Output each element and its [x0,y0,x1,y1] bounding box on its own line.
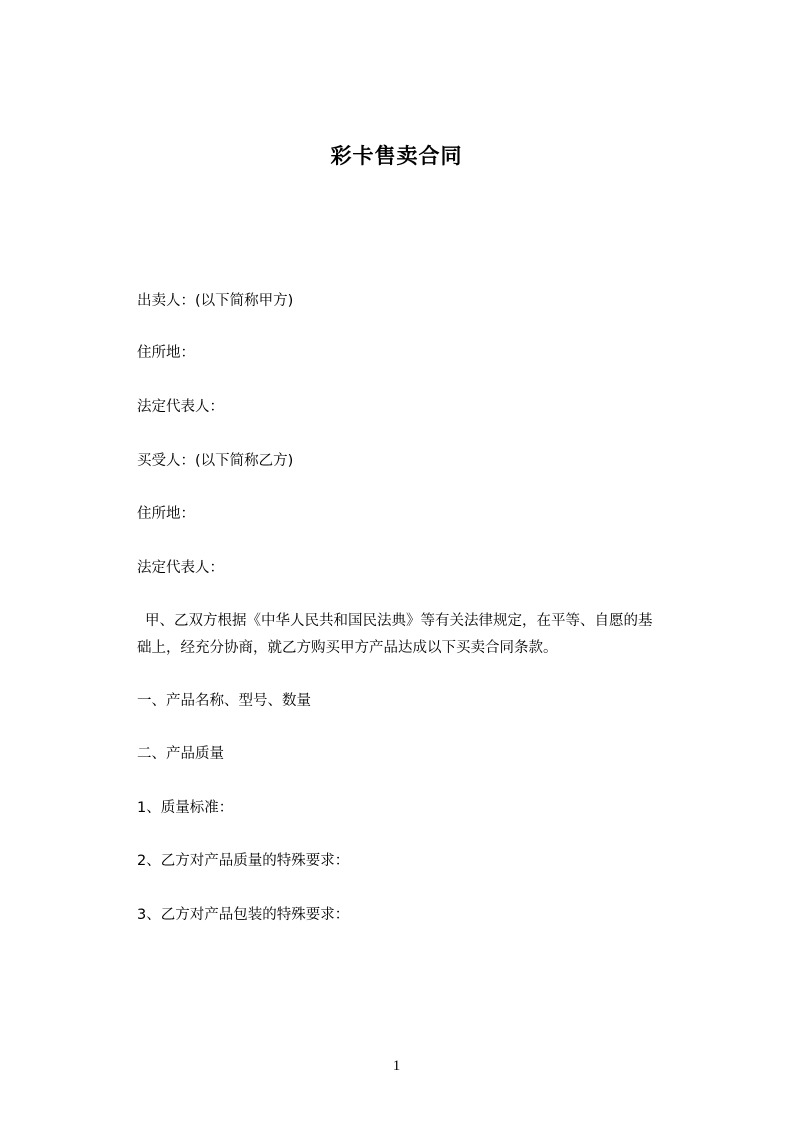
document-title: 彩卡售卖合同 [330,144,463,168]
seller-representative-label: 法定代表人： [137,399,224,415]
packaging-special-requirement-item: 3、乙方对产品包装的特殊要求： [137,907,350,923]
quality-standard-item: 1、质量标准： [137,800,234,816]
section-1-heading: 一、产品名称、型号、数量 [137,693,311,709]
section-2-heading: 二、产品质量 [137,746,224,762]
buyer-address-label: 住所地： [137,506,195,522]
seller-label: 出卖人：(以下简称甲方) [137,293,294,309]
buyer-label: 买受人：(以下简称乙方) [137,453,294,469]
seller-address-label: 住所地： [137,345,195,361]
quality-special-requirement-item: 2、乙方对产品质量的特殊要求： [137,853,350,869]
page-number: 1 [392,1058,401,1074]
intro-paragraph-line-1: 甲、乙双方根据《中华人民共和国民法典》等有关法律规定，在平等、自愿的基 [145,613,653,629]
buyer-representative-label: 法定代表人： [137,560,224,576]
intro-paragraph-line-2: 础上，经充分协商，就乙方购买甲方产品达成以下买卖合同条款。 [137,640,558,656]
